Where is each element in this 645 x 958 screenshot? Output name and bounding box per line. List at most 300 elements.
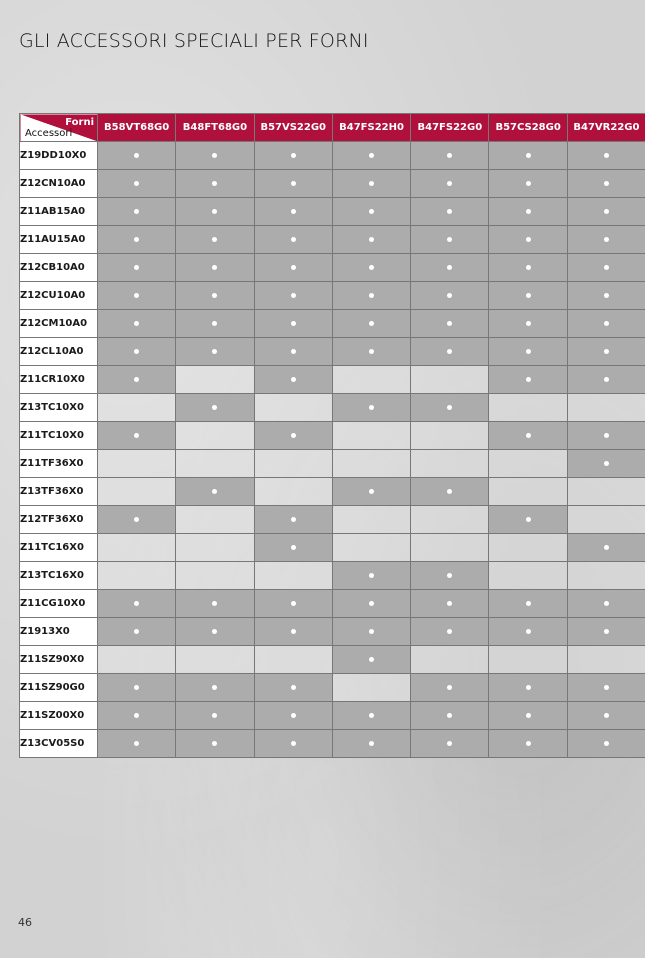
empty-cell [176,506,254,534]
accessory-code: Z12TF36X0 [20,506,98,534]
bullet-dot-icon [369,349,374,354]
compatible-cell [254,506,332,534]
model-header-6: B47VR22G0 [567,114,645,142]
accessory-code: Z19DD10X0 [20,142,98,170]
compatible-cell [98,338,176,366]
bullet-dot-icon [134,265,139,270]
bullet-dot-icon [212,181,217,186]
compatible-cell [332,618,410,646]
bullet-dot-icon [134,517,139,522]
bullet-dot-icon [604,433,609,438]
compatible-cell [489,198,567,226]
bullet-dot-icon [526,601,531,606]
compatible-cell [332,646,410,674]
empty-cell [411,506,489,534]
bullet-dot-icon [447,153,452,158]
bullet-dot-icon [526,741,531,746]
bullet-dot-icon [291,377,296,382]
bullet-dot-icon [447,601,452,606]
compatible-cell [98,254,176,282]
bullet-dot-icon [291,713,296,718]
bullet-dot-icon [291,209,296,214]
compatible-cell [489,618,567,646]
compatible-cell [176,254,254,282]
table-row [20,226,645,254]
accessory-code: Z12CM10A0 [20,310,98,338]
compatible-cell [254,226,332,254]
empty-cell [411,450,489,478]
bullet-dot-icon [369,181,374,186]
bullet-dot-icon [134,433,139,438]
bullet-dot-icon [369,573,374,578]
compatible-cell [567,282,645,310]
compatible-cell [411,394,489,422]
bullet-dot-icon [291,685,296,690]
compatible-cell [176,702,254,730]
bullet-dot-icon [134,209,139,214]
bullet-dot-icon [604,377,609,382]
corner-label-forni: Forni [65,117,94,128]
empty-cell [98,646,176,674]
bullet-dot-icon [604,293,609,298]
compatible-cell [411,590,489,618]
empty-cell [98,562,176,590]
bullet-dot-icon [212,741,217,746]
bullet-dot-icon [134,321,139,326]
compatible-cell [332,310,410,338]
bullet-dot-icon [369,713,374,718]
table-row [20,562,645,590]
compatible-cell [489,702,567,730]
compatible-cell [567,674,645,702]
bullet-dot-icon [526,293,531,298]
bullet-dot-icon [604,713,609,718]
empty-cell [411,534,489,562]
bullet-dot-icon [369,601,374,606]
table-row [20,282,645,310]
empty-cell [254,646,332,674]
bullet-dot-icon [134,377,139,382]
compatible-cell [176,590,254,618]
compatible-cell [254,674,332,702]
table-row [20,422,645,450]
bullet-dot-icon [526,265,531,270]
compatible-cell [332,478,410,506]
compatible-cell [411,702,489,730]
bullet-dot-icon [369,657,374,662]
compatible-cell [98,142,176,170]
bullet-dot-icon [369,321,374,326]
compatible-cell [254,282,332,310]
compatible-cell [254,170,332,198]
empty-cell [489,646,567,674]
model-header-3: B47FS22H0 [332,114,410,142]
bullet-dot-icon [447,629,452,634]
bullet-dot-icon [526,517,531,522]
model-header-0: B58VT68G0 [98,114,176,142]
bullet-dot-icon [447,405,452,410]
table-row [20,338,645,366]
compatible-cell [332,562,410,590]
empty-cell [176,422,254,450]
compatible-cell [176,226,254,254]
table-row [20,702,645,730]
bullet-dot-icon [134,741,139,746]
compatible-cell [567,198,645,226]
bullet-dot-icon [134,713,139,718]
empty-cell [567,646,645,674]
bullet-dot-icon [447,237,452,242]
compatible-cell [254,198,332,226]
compatible-cell [98,198,176,226]
bullet-dot-icon [134,629,139,634]
bullet-dot-icon [447,349,452,354]
empty-cell [254,450,332,478]
table-row [20,198,645,226]
bullet-dot-icon [604,237,609,242]
accessory-code: Z11CR10X0 [20,366,98,394]
empty-cell [98,450,176,478]
compatible-cell [254,702,332,730]
compatible-cell [411,142,489,170]
bullet-dot-icon [447,573,452,578]
bullet-dot-icon [291,741,296,746]
bullet-dot-icon [291,601,296,606]
bullet-dot-icon [369,237,374,242]
compatible-cell [567,366,645,394]
bullet-dot-icon [212,209,217,214]
header-row [20,114,645,142]
compatible-cell [567,310,645,338]
bullet-dot-icon [212,405,217,410]
compatible-cell [98,702,176,730]
bullet-dot-icon [134,153,139,158]
table-row [20,478,645,506]
accessory-code: Z13CV05S0 [20,730,98,758]
empty-cell [332,534,410,562]
bullet-dot-icon [369,489,374,494]
bullet-dot-icon [604,741,609,746]
compatible-cell [98,282,176,310]
accessory-code: Z11AB15A0 [20,198,98,226]
empty-cell [254,562,332,590]
bullet-dot-icon [604,545,609,550]
compatible-cell [98,366,176,394]
bullet-dot-icon [526,349,531,354]
bullet-dot-icon [604,349,609,354]
compatible-cell [489,170,567,198]
compatible-cell [567,590,645,618]
accessory-code: Z12CB10A0 [20,254,98,282]
bullet-dot-icon [447,209,452,214]
bullet-dot-icon [291,629,296,634]
compatible-cell [567,534,645,562]
table-row [20,590,645,618]
empty-cell [332,366,410,394]
empty-cell [176,646,254,674]
bullet-dot-icon [134,181,139,186]
compatible-cell [254,618,332,646]
bullet-dot-icon [604,265,609,270]
bullet-dot-icon [369,405,374,410]
bullet-dot-icon [526,321,531,326]
bullet-dot-icon [526,209,531,214]
bullet-dot-icon [212,153,217,158]
compatible-cell [176,478,254,506]
accessory-code: Z11AU15A0 [20,226,98,254]
compatible-cell [176,730,254,758]
bullet-dot-icon [526,433,531,438]
model-header-2: B57VS22G0 [254,114,332,142]
bullet-dot-icon [526,153,531,158]
bullet-dot-icon [134,601,139,606]
compatible-cell [98,618,176,646]
compatible-cell [332,198,410,226]
bullet-dot-icon [291,265,296,270]
compatible-cell [411,170,489,198]
empty-cell [98,534,176,562]
model-header-5: B57CS28G0 [489,114,567,142]
compatible-cell [332,226,410,254]
bullet-dot-icon [212,713,217,718]
compatible-cell [489,142,567,170]
bullet-dot-icon [604,461,609,466]
bullet-dot-icon [447,265,452,270]
compatible-cell [489,674,567,702]
compatible-cell [567,422,645,450]
compatible-cell [567,702,645,730]
compatible-cell [176,618,254,646]
table-row [20,394,645,422]
empty-cell [489,478,567,506]
table-row [20,674,645,702]
compatible-cell [489,254,567,282]
compatible-cell [567,170,645,198]
compatible-cell [489,338,567,366]
bullet-dot-icon [526,237,531,242]
bullet-dot-icon [212,349,217,354]
compatible-cell [332,338,410,366]
compatible-cell [176,338,254,366]
accessory-code: Z11TF36X0 [20,450,98,478]
empty-cell [489,534,567,562]
bullet-dot-icon [447,293,452,298]
empty-cell [98,394,176,422]
table-row [20,618,645,646]
compatible-cell [176,394,254,422]
page-number: 46 [18,916,32,929]
compatible-cell [254,254,332,282]
compatible-cell [411,338,489,366]
table-body [20,142,645,758]
bullet-dot-icon [291,181,296,186]
compatible-cell [98,674,176,702]
empty-cell [411,366,489,394]
compatible-cell [411,618,489,646]
compatible-cell [411,562,489,590]
compatible-cell [332,170,410,198]
model-header-1: B48FT68G0 [176,114,254,142]
compatible-cell [332,730,410,758]
table-row [20,142,645,170]
compatible-cell [567,338,645,366]
bullet-dot-icon [447,321,452,326]
table-row [20,366,645,394]
accessory-code: Z12CU10A0 [20,282,98,310]
bullet-dot-icon [212,237,217,242]
compatible-cell [98,506,176,534]
compatible-cell [489,366,567,394]
empty-cell [98,478,176,506]
compatible-cell [411,226,489,254]
bullet-dot-icon [369,741,374,746]
compatible-cell [411,478,489,506]
table-row [20,730,645,758]
bullet-dot-icon [134,293,139,298]
empty-cell [411,646,489,674]
bullet-dot-icon [526,685,531,690]
bullet-dot-icon [369,629,374,634]
bullet-dot-icon [212,685,217,690]
bullet-dot-icon [212,321,217,326]
compatible-cell [254,534,332,562]
bullet-dot-icon [604,153,609,158]
compatible-cell [411,254,489,282]
corner-label-accessori: Accessori [25,128,73,139]
compatible-cell [567,450,645,478]
accessory-code: Z13TC10X0 [20,394,98,422]
compatible-cell [489,282,567,310]
bullet-dot-icon [291,293,296,298]
compatible-cell [489,590,567,618]
empty-cell [567,478,645,506]
compatible-cell [411,198,489,226]
empty-cell [411,422,489,450]
compatible-cell [254,422,332,450]
table-row [20,534,645,562]
page-title: GLI ACCESSORI SPECIALI PER FORNI [19,30,369,52]
empty-cell [254,394,332,422]
compatible-cell [254,730,332,758]
empty-cell [332,422,410,450]
bullet-dot-icon [604,601,609,606]
corner-cell [20,114,98,142]
table-row [20,170,645,198]
bullet-dot-icon [369,209,374,214]
empty-cell [176,450,254,478]
bullet-dot-icon [212,489,217,494]
accessory-code: Z13TC16X0 [20,562,98,590]
bullet-dot-icon [526,629,531,634]
compatibility-table [19,113,645,758]
empty-cell [176,562,254,590]
table-row [20,254,645,282]
compatible-cell [176,674,254,702]
compatible-cell [98,170,176,198]
compatible-cell [489,422,567,450]
empty-cell [332,506,410,534]
compatible-cell [98,422,176,450]
compatible-cell [254,310,332,338]
compatible-cell [567,254,645,282]
bullet-dot-icon [447,713,452,718]
bullet-dot-icon [447,181,452,186]
compatible-cell [489,226,567,254]
empty-cell [489,562,567,590]
compatible-cell [176,282,254,310]
compatible-cell [332,282,410,310]
compatible-cell [254,590,332,618]
empty-cell [176,534,254,562]
empty-cell [332,450,410,478]
bullet-dot-icon [369,293,374,298]
compatible-cell [411,310,489,338]
model-header-4: B47FS22G0 [411,114,489,142]
bullet-dot-icon [134,237,139,242]
empty-cell [567,394,645,422]
accessory-code: Z12CL10A0 [20,338,98,366]
compatible-cell [411,674,489,702]
accessory-code: Z11TC10X0 [20,422,98,450]
compatible-cell [489,310,567,338]
accessory-code: Z13TF36X0 [20,478,98,506]
bullet-dot-icon [604,181,609,186]
accessory-code: Z11TC16X0 [20,534,98,562]
bullet-dot-icon [212,601,217,606]
compatible-cell [332,702,410,730]
compatible-cell [567,142,645,170]
table-row [20,646,645,674]
bullet-dot-icon [212,265,217,270]
bullet-dot-icon [526,181,531,186]
compatible-cell [332,394,410,422]
bullet-dot-icon [291,321,296,326]
compatible-cell [411,282,489,310]
compatible-cell [98,730,176,758]
accessory-code: Z12CN10A0 [20,170,98,198]
bullet-dot-icon [212,293,217,298]
bullet-dot-icon [291,237,296,242]
table-row [20,450,645,478]
compatible-cell [332,254,410,282]
bullet-dot-icon [134,349,139,354]
bullet-dot-icon [291,433,296,438]
compatible-cell [489,506,567,534]
compatible-cell [254,366,332,394]
accessory-code: Z11CG10X0 [20,590,98,618]
bullet-dot-icon [447,489,452,494]
compatible-cell [98,226,176,254]
compatible-cell [489,730,567,758]
compatible-cell [254,142,332,170]
bullet-dot-icon [369,153,374,158]
bullet-dot-icon [291,153,296,158]
empty-cell [567,506,645,534]
compatible-cell [411,730,489,758]
bullet-dot-icon [447,741,452,746]
table-row [20,506,645,534]
empty-cell [489,394,567,422]
bullet-dot-icon [369,265,374,270]
compatible-cell [98,310,176,338]
compatible-cell [254,338,332,366]
compatible-cell [567,730,645,758]
compatible-cell [176,198,254,226]
bullet-dot-icon [604,629,609,634]
compatible-cell [567,618,645,646]
bullet-dot-icon [291,349,296,354]
bullet-dot-icon [604,321,609,326]
